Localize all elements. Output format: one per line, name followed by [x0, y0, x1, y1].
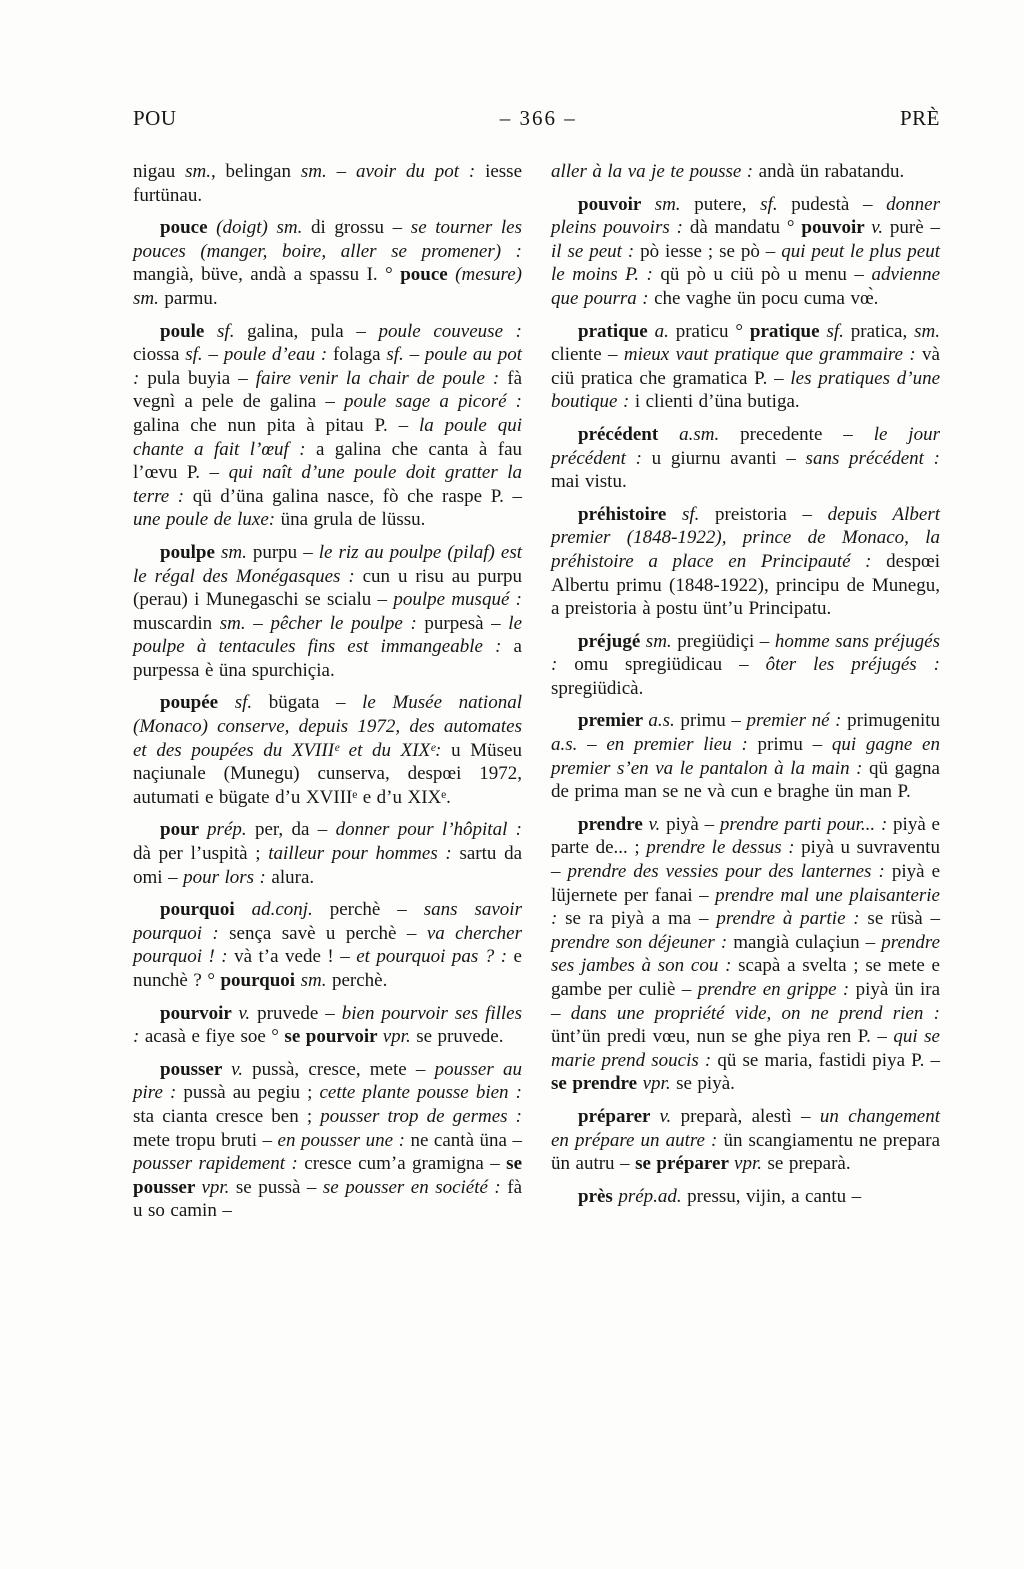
italic-gloss: (mesure) sm.: [133, 264, 522, 309]
italic-gloss: (doigt) sm.: [216, 217, 303, 239]
italic-gloss: sm.: [654, 193, 681, 215]
italic-gloss: sf.: [386, 344, 404, 366]
text-run: iesse furtünau.: [133, 161, 523, 206]
italic-gloss: sm.: [914, 320, 940, 342]
italic-gloss: en premier lieu :: [606, 734, 748, 756]
italic-gloss: donner pour l’hôpital :: [335, 819, 522, 841]
italic-gloss: sans précédent :: [805, 447, 940, 469]
italic-gloss: prendre des vessies pour des lanternes :: [567, 861, 885, 883]
text-run: nigau: [133, 161, 186, 182]
headword: pourvoir: [160, 1002, 239, 1024]
italic-gloss: tailleur pour hommes :: [268, 843, 452, 865]
italic-gloss: en pousser une :: [277, 1129, 405, 1151]
italic-gloss: le Musée national (Monaco) conserve, depuis 1972, des automates et des poupées du XVIIIᵉ et du XIXᵉ:: [133, 692, 522, 761]
italic-gloss: le poulpe à tentacules fins est immangeable :: [133, 612, 523, 658]
text-run: piyà u suvraventu –: [551, 837, 940, 883]
text-run: andà ün rabatandu.: [753, 161, 905, 182]
entry-paragraph: [551, 160, 940, 184]
text-run: piyà ün ira –: [551, 979, 941, 1024]
text-run: pregiüdiçi –: [671, 630, 775, 652]
column-left: [133, 160, 522, 1223]
headword: poule: [160, 320, 218, 342]
italic-gloss: prép.: [207, 819, 247, 841]
text-run: –: [245, 612, 271, 634]
text-run: parmu.: [158, 287, 218, 309]
text-run: se pruvede.: [410, 1026, 504, 1048]
italic-gloss: poulpe musqué :: [393, 589, 522, 611]
header-guide-word-left: POU: [133, 106, 177, 130]
text-run: fà vegnì a pele de galina –: [133, 367, 523, 413]
text-run: fà u so camin –: [133, 1176, 523, 1222]
text-run: purpesà –: [416, 612, 509, 634]
italic-gloss: mieux vaut pratique que grammaire :: [623, 344, 916, 366]
italic-gloss: vpr.: [734, 1153, 763, 1175]
text-run: putere,: [680, 193, 761, 215]
italic-gloss: qui peut le plus peut le moins P. :: [551, 240, 940, 286]
italic-gloss: la poule qui chante a fait l’œuf :: [133, 414, 522, 460]
text-run: sartu da omi –: [133, 843, 522, 888]
headword: près: [578, 1185, 619, 1207]
text-run: u Müseu naçiunale (Munegu) cunserva, despœi 1972, autumati e bügate d’u XVIIIᵉ e d’u XIXᵉ.: [133, 739, 522, 808]
text-run: và t’a vede ! –: [227, 946, 357, 968]
text-run: di grossu –: [302, 217, 411, 239]
page-header: [133, 106, 940, 131]
text-run: cresce cum’a gramigna –: [297, 1153, 507, 1175]
text-run: mangià culaçiun –: [727, 931, 882, 953]
italic-gloss: sm.: [220, 541, 247, 563]
text-run: ciossa: [133, 344, 186, 366]
italic-gloss: a.: [654, 320, 669, 342]
entry-paragraph: [551, 320, 940, 414]
text-run: folaga: [327, 344, 387, 366]
italic-gloss: qui se marie prend soucis :: [551, 1026, 940, 1071]
italic-gloss: premier né :: [746, 710, 842, 732]
italic-gloss: homme sans préjugés :: [551, 630, 940, 676]
text-run: –: [202, 344, 224, 366]
italic-gloss: depuis Albert premier (1848-1922), prince de Monaco, la préhistoire a place en Principauté :: [551, 503, 940, 572]
headword: préjugé: [578, 630, 646, 652]
italic-gloss: v.: [238, 1002, 251, 1024]
italic-gloss: sf.: [217, 320, 235, 342]
italic-gloss: prendre ses jambes à son cou :: [551, 931, 941, 977]
text-run: primu –: [674, 710, 747, 732]
text-run: qü d’üna galina nasce, fò che raspe P. –: [184, 485, 522, 507]
italic-gloss: v.: [648, 813, 661, 835]
entry-paragraph: [551, 630, 940, 701]
text-run: –: [403, 344, 425, 366]
text-run: mai vistu.: [551, 471, 627, 493]
text-run: , belingan: [210, 161, 301, 182]
entry-paragraph: [551, 709, 940, 803]
italic-gloss: dans une propriété vide, on ne prend rien :: [570, 1002, 940, 1024]
headword: poulpe: [160, 541, 221, 563]
text-run: dà per l’uspità ;: [133, 843, 269, 865]
entry-paragraph: [551, 1105, 940, 1176]
text-run: piyà e lüjernete per fanai –: [551, 861, 940, 906]
text-run: pressu, vijin, a cantu –: [681, 1185, 862, 1207]
italic-gloss: prendre son déjeuner :: [551, 931, 728, 953]
entry-paragraph: [133, 1058, 522, 1223]
text-run: pussà, cresce, mete –: [242, 1058, 435, 1080]
text-run: và ciü pratica che gramatica P. –: [551, 344, 940, 389]
italic-gloss: faire venir la chair de poule :: [255, 367, 500, 389]
text-run: mangià, büve, andà a spassu I. °: [133, 264, 401, 286]
italic-gloss: v.: [871, 217, 884, 239]
italic-gloss: il se peut :: [551, 240, 635, 262]
italic-gloss: prendre à partie :: [716, 908, 860, 930]
italic-gloss: ôter les préjugés :: [765, 654, 940, 676]
text-run: pussà au pegiu ;: [176, 1082, 320, 1104]
text-run: mete tropu bruti –: [133, 1129, 278, 1151]
text-run: perchè.: [326, 970, 388, 991]
text-run: se preparà.: [762, 1153, 851, 1175]
headword: préhistoire: [578, 503, 682, 525]
italic-gloss: avoir du pot :: [355, 161, 476, 182]
italic-gloss: se tourner les pouces (manger, boire, aller se promener) :: [133, 217, 522, 262]
text-run: qü gagna de prima man se ne và cun e braghe ün man P.: [551, 757, 940, 803]
text-run: alura.: [265, 866, 315, 888]
italic-gloss: bien pourvoir ses filles :: [133, 1002, 523, 1048]
italic-gloss: sm.: [645, 630, 672, 652]
text-run: sença savè u perchè –: [218, 922, 427, 944]
text-run: che vaghe ün pocu cuma vœ̀.: [648, 287, 879, 309]
headword: premier: [578, 710, 649, 732]
entry-paragraph: [133, 691, 522, 809]
text-run: primu –: [747, 734, 832, 756]
headword: pouvoir: [578, 193, 655, 215]
headword: pratique: [749, 320, 827, 342]
entry-paragraph: [133, 541, 522, 683]
italic-gloss: prendre mal une plaisanterie :: [551, 884, 940, 930]
text-run: pudestà –: [777, 193, 887, 215]
italic-gloss: le riz au poulpe (pilaf) est le régal des Monégasques :: [133, 541, 522, 587]
italic-gloss: sm.: [300, 161, 327, 182]
entry-paragraph: [551, 813, 940, 1096]
headword: prendre: [578, 813, 649, 835]
italic-gloss: ad.conj.: [251, 899, 313, 921]
headword: pratique: [578, 320, 655, 342]
italic-gloss: prép.ad.: [618, 1185, 682, 1207]
text-run: primugenitu: [841, 710, 941, 732]
italic-gloss: pour lors :: [183, 866, 266, 888]
headword: se pourvoir: [284, 1026, 383, 1048]
text-run: spregiüdicà.: [551, 677, 644, 699]
headword: se préparer: [635, 1153, 735, 1175]
italic-gloss: aller à la va je te pousse :: [551, 161, 754, 182]
italic-gloss: sm.: [185, 161, 211, 182]
text-run: a galina che canta à fau l’œvu P. –: [133, 438, 523, 484]
italic-gloss: et pourquoi pas ? :: [356, 946, 508, 968]
italic-gloss: prendre parti pour... :: [719, 813, 888, 835]
italic-gloss: poule au pot :: [133, 344, 522, 389]
column-right: [551, 160, 940, 1223]
italic-gloss: vpr.: [382, 1026, 411, 1048]
italic-gloss: pousser trop de germes :: [320, 1105, 522, 1127]
italic-gloss: qui naît d’une poule doit gratter la terre :: [133, 462, 523, 507]
text-run: piyà e parte de... ;: [551, 813, 940, 859]
text-run: purè –: [883, 217, 941, 239]
italic-gloss: va chercher pourquoi ! :: [133, 922, 522, 968]
entry-paragraph: [133, 1002, 522, 1049]
italic-gloss: le jour précédent :: [551, 423, 940, 469]
italic-gloss: donner pleins pouvoirs :: [551, 193, 940, 239]
italic-gloss: sf.: [681, 503, 700, 525]
italic-gloss: sf.: [185, 344, 203, 366]
text-run: preistoria –: [699, 503, 828, 525]
text-run: scapà a svelta ; se mete e gambe per culiè –: [551, 955, 940, 1000]
italic-gloss: sf.: [760, 193, 778, 215]
italic-gloss: une poule de luxe:: [133, 509, 276, 531]
text-run: –: [577, 734, 607, 756]
text-run: omu spregiüdicau –: [557, 654, 766, 676]
italic-gloss: v.: [659, 1105, 672, 1127]
italic-gloss: poule couveuse :: [378, 320, 522, 342]
italic-gloss: les pratiques d’une boutique :: [551, 367, 940, 413]
text-run: qü pò u ciü pò u menu –: [652, 264, 872, 286]
headword: préparer: [578, 1105, 660, 1127]
italic-gloss: a.s.: [551, 734, 578, 756]
text-run: cliente –: [551, 344, 624, 366]
text-run: –: [326, 161, 356, 182]
headword: se prendre: [551, 1073, 643, 1095]
text-run: a purpessa è üna spurchiçia.: [133, 636, 522, 681]
headword: pouce: [400, 264, 456, 286]
italic-gloss: vpr.: [642, 1073, 671, 1095]
headword: se pousser: [133, 1153, 522, 1198]
page-number: – 366 –: [499, 106, 577, 130]
italic-gloss: poule d’eau :: [223, 344, 328, 366]
headword: poupée: [160, 692, 235, 714]
text-run: se ra piyà a ma –: [557, 908, 717, 930]
text-run: purpu –: [246, 541, 319, 563]
entry-paragraph: [133, 320, 522, 532]
italic-gloss: sm.: [219, 612, 246, 634]
text-run: pula buyia –: [139, 367, 256, 389]
headword: pouce: [160, 217, 217, 239]
italic-gloss: a.s.: [648, 710, 675, 732]
text-run: u giurnu avanti –: [641, 447, 806, 469]
italic-gloss: prendre le dessus :: [646, 837, 795, 859]
italic-gloss: pêcher le poulpe :: [270, 612, 417, 634]
text-run: galina, pula –: [234, 320, 379, 342]
italic-gloss: qui gagne en premier s’en va le pantalon à la main :: [551, 734, 940, 779]
entry-paragraph: [551, 193, 940, 311]
text-run: perchè –: [312, 899, 424, 921]
text-run: e nunchè ? °: [133, 946, 522, 991]
text-run: preparà, alestì –: [671, 1105, 820, 1127]
text-run: galina che nun pita à pitau P. –: [133, 414, 419, 436]
entry-paragraph: [133, 818, 522, 889]
text-run: per, da –: [246, 819, 336, 841]
entry-paragraph: [133, 898, 522, 992]
italic-gloss: sf.: [234, 692, 253, 714]
text-run: ne cantà üna –: [404, 1129, 522, 1151]
italic-gloss: sm.: [300, 970, 327, 991]
header-guide-word-right: PRÈ: [899, 106, 940, 130]
text-run: cun u risu au purpu (perau) i Munegaschi se scialu –: [133, 565, 522, 611]
text-run: se rüsà –: [859, 908, 940, 930]
text-run: piyà –: [660, 813, 720, 835]
text-run: precedente –: [719, 423, 874, 445]
headword: pour: [160, 819, 208, 841]
entry-paragraph: [133, 216, 522, 310]
text-run: pruvede –: [250, 1002, 342, 1024]
italic-gloss: vpr.: [201, 1176, 230, 1198]
entry-paragraph: [551, 1185, 940, 1209]
text-run: se piyà.: [670, 1073, 735, 1095]
italic-gloss: poule sage a picoré :: [344, 391, 522, 413]
italic-gloss: pousser rapidement :: [133, 1153, 298, 1175]
text-run: despœi Albertu primu (1848-1922), principu de Munegu, a preistoria à postu ünt’u Principatu.: [551, 550, 940, 620]
text-run: praticu °: [668, 320, 750, 342]
text-run: muscardin: [133, 612, 220, 634]
italic-gloss: v.: [231, 1058, 243, 1080]
headword: pourquoi: [220, 970, 301, 991]
text-columns: [133, 160, 940, 1223]
italic-gloss: se pousser en société :: [322, 1176, 501, 1198]
text-run: se pussà –: [229, 1176, 323, 1198]
text-run: pò iesse ; se pò –: [634, 240, 782, 262]
italic-gloss: sans savoir pourquoi :: [133, 899, 522, 944]
text-run: üna grula de lüssu.: [275, 509, 426, 531]
italic-gloss: cette plante pousse bien :: [319, 1082, 522, 1104]
text-run: acasà e fiye soe °: [139, 1026, 285, 1048]
text-run: qü se maria, fastidi piya P. –: [711, 1049, 941, 1071]
italic-gloss: a.sm.: [679, 423, 720, 445]
italic-gloss: un changement en prépare un autre :: [551, 1105, 941, 1151]
text-run: sta cianta cresce ben ;: [133, 1105, 321, 1127]
italic-gloss: pousser au pire :: [133, 1058, 522, 1104]
text-run: ünt’ün predi vœu, nun se ghe piya ren P. –: [551, 1026, 894, 1048]
headword: précédent: [578, 423, 680, 445]
text-run: dà mandatu °: [682, 217, 802, 239]
headword: pourquoi: [160, 899, 252, 921]
headword: pousser: [160, 1058, 232, 1080]
italic-gloss: advienne que pourra :: [551, 264, 941, 309]
text-run: ün scangiamentu ne prepara ün autru –: [551, 1129, 941, 1175]
text-run: pratica,: [843, 320, 915, 342]
headword: pouvoir: [801, 217, 872, 239]
entry-paragraph: [551, 423, 940, 494]
text-run: bügata –: [252, 692, 363, 714]
entry-paragraph: [133, 160, 522, 207]
entry-paragraph: [551, 503, 940, 621]
text-run: i clienti d’üna butiga.: [629, 391, 800, 413]
italic-gloss: sf.: [826, 320, 844, 342]
italic-gloss: prendre en grippe :: [697, 979, 850, 1000]
